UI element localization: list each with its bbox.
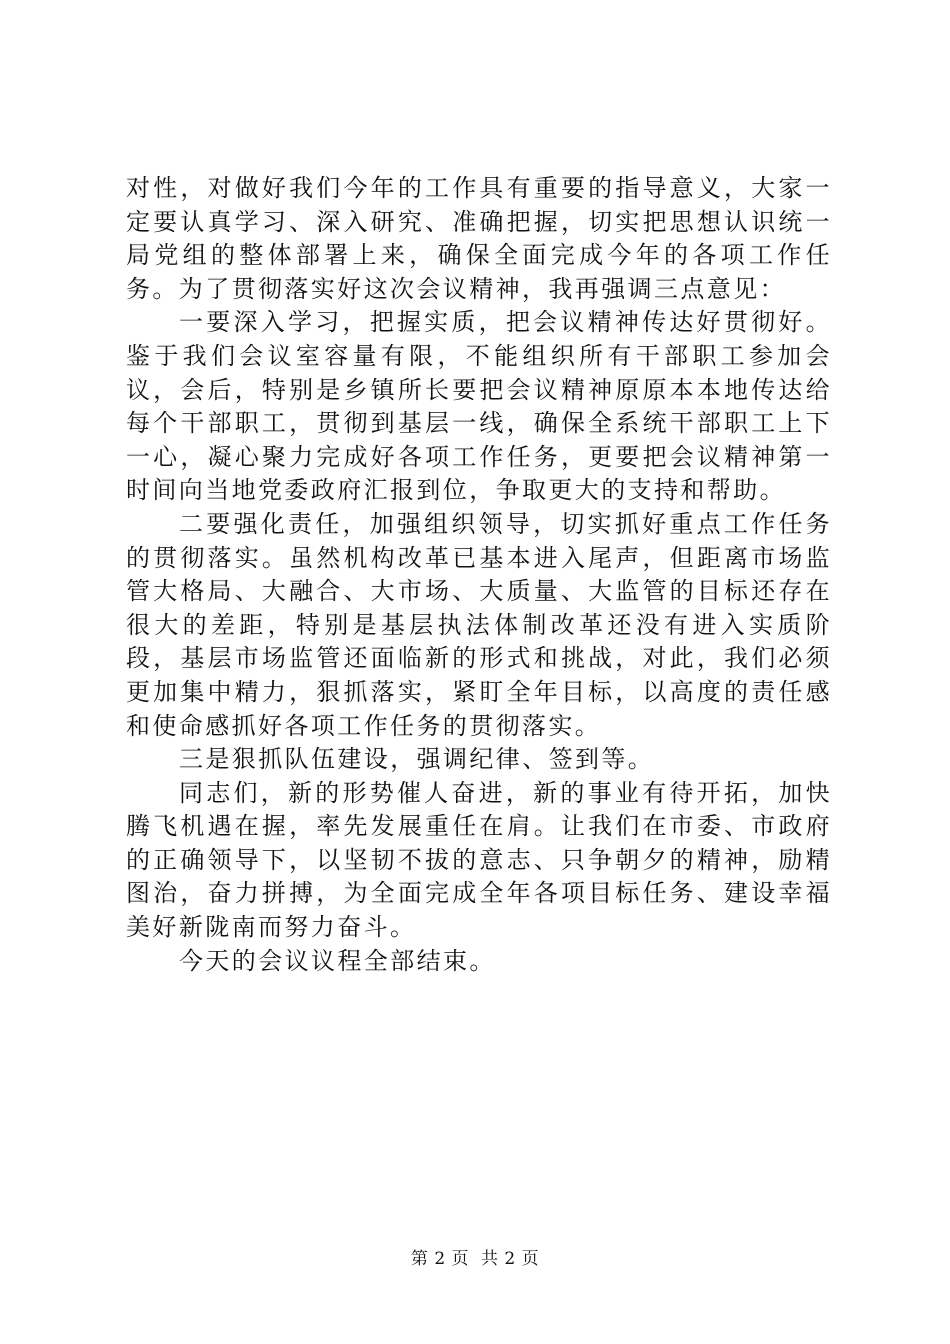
paragraph-continuation: 对性，对做好我们今年的工作具有重要的指导意义，大家一定要认真学习、深入研究、准确把握，切实把思想认识统一局党组的整体部署上来，确保全面完成今年的各项工作任务。为了贯彻落实好这次会议精神，我再强调三点意见：	[126, 174, 832, 303]
paragraph-point-two: 二要强化责任，加强组织领导，切实抓好重点工作任务的贯彻落实。虽然机构改革已基本进入尾声，但距离市场监管大格局、大融合、大市场、大质量、大监管的目标还存在很大的差距，特别是基层执法体制改革还没有进入实质阶段，基层市场监管还面临新的形式和挑战，对此，我们必须更加集中精力，狠抓落实，紧盯全年目标，以高度的责任感和使命感抓好各项工作任务的贯彻落实。	[126, 509, 832, 740]
paragraph-end: 今天的会议议程全部结束。	[179, 946, 496, 975]
page-number: 第 2 页	[410, 1249, 470, 1269]
paragraph-closing: 同志们，新的形势催人奋进，新的事业有待开拓，加快腾飞机遇在握，率先发展重任在肩。让我们在市委、市政府的正确领导下，以坚韧不拔的意志、只争朝夕的精神，励精图治，奋力拼搏，为全面完成全年各项目标任务、建设幸福美好新陇南而努力奋斗。	[126, 778, 832, 942]
paragraph-point-three: 三是狠抓队伍建设，强调纪律、签到等。	[179, 745, 655, 774]
page-total: 共 2 页	[480, 1249, 540, 1269]
paragraph-point-one: 一要深入学习，把握实质，把会议精神传达好贯彻好。鉴于我们会议室容量有限，不能组织所有干部职工参加会议，会后，特别是乡镇所长要把会议精神原原本本地传达给每个干部职工，贯彻到基层一线，确保全系统干部职工上下一心，凝心聚力完成好各项工作任务，更要把会议精神第一时间向当地党委政府汇报到位，争取更大的支持和帮助。	[126, 308, 832, 505]
document-body	[126, 172, 832, 978]
page-footer	[0, 1244, 950, 1269]
